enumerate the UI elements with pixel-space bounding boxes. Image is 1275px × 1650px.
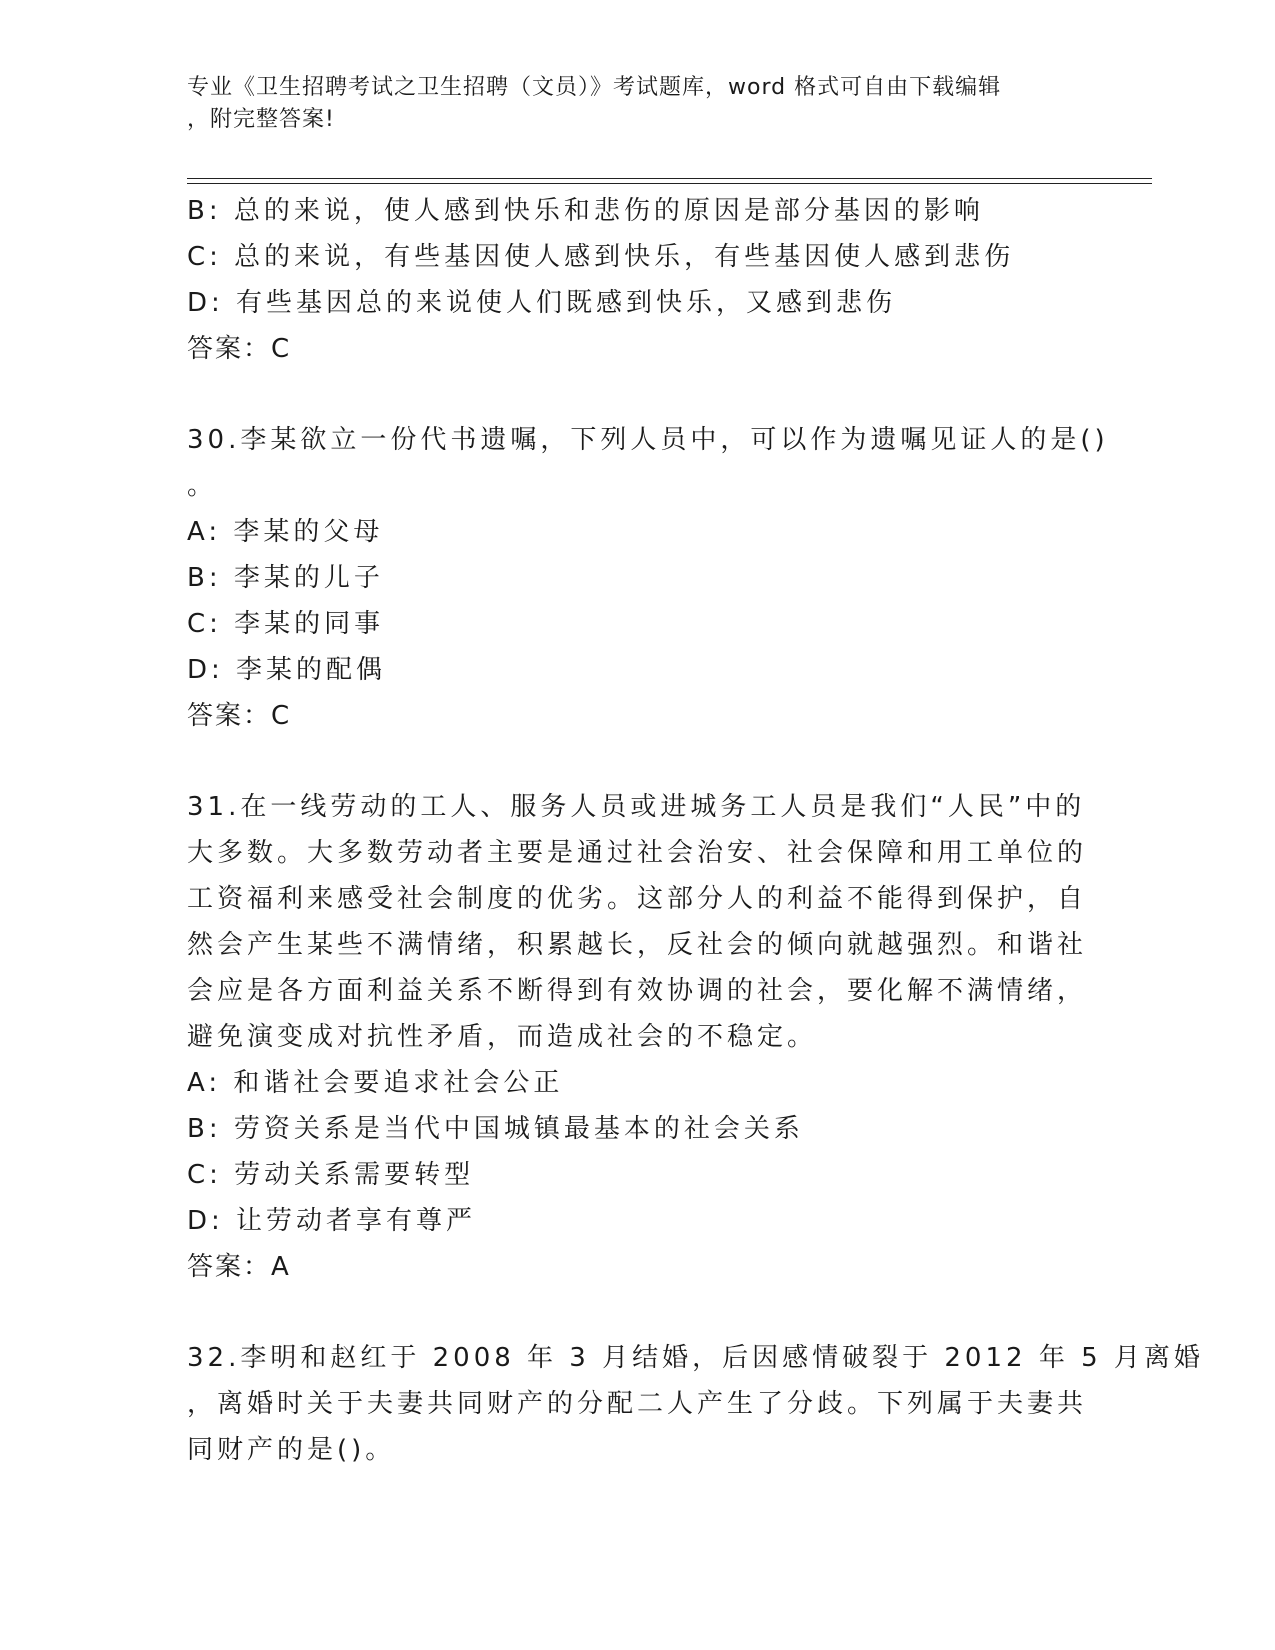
- option-c: C: 劳动关系需要转型: [187, 1160, 475, 1190]
- header-line-1: 专业《卫生招聘考试之卫生招聘（文员）》考试题库，word 格式可自由下载编辑: [187, 75, 1002, 100]
- option-a: A: 和谐社会要追求社会公正: [187, 1068, 564, 1098]
- question-stem-line: 大多数。大多数劳动者主要是通过社会治安、社会保障和用工单位的: [187, 838, 1088, 868]
- answer-line: 答案：A: [187, 1252, 291, 1282]
- header-divider-top: [187, 178, 1152, 179]
- option-d: D: 让劳动者享有尊严: [187, 1206, 477, 1236]
- question-stem: 30.李某欲立一份代书遗嘱，下列人员中，可以作为遗嘱见证人的是(): [187, 425, 1109, 455]
- question-stem-line: 31.在一线劳动的工人、服务人员或进城务工人员是我们“人民”中的: [187, 792, 1086, 822]
- question-30: [187, 417, 1109, 739]
- spacer: [187, 1290, 1077, 1335]
- question-stem-line: 同财产的是()。: [187, 1435, 396, 1465]
- question-31: [187, 784, 1088, 1290]
- spacer: [187, 739, 1077, 784]
- question-stem-line: 然会产生某些不满情绪，积累越长，反社会的倾向就越强烈。和谐社: [187, 930, 1088, 960]
- document-header: [187, 72, 1087, 136]
- question-stem-continued: 。: [187, 471, 218, 501]
- header-line-2: ，附完整答案!: [187, 107, 335, 132]
- question-stem-line: 避免演变成对抗性矛盾，而造成社会的不稳定。: [187, 1022, 818, 1052]
- question-32: [187, 1335, 1204, 1473]
- question-stem-line: 工资福利来感受社会制度的优劣。这部分人的利益不能得到保护，自: [187, 884, 1088, 914]
- option-b: B: 李某的儿子: [187, 563, 384, 593]
- option-d: D: 李某的配偶: [187, 655, 387, 685]
- document-body: [187, 188, 1204, 1473]
- option-c: C: 李某的同事: [187, 609, 385, 639]
- header-divider-bottom: [187, 183, 1152, 184]
- question-29-tail: [187, 188, 1077, 372]
- spacer: [187, 372, 1077, 417]
- option-a: A: 李某的父母: [187, 517, 384, 547]
- option-b: B: 劳资关系是当代中国城镇最基本的社会关系: [187, 1114, 804, 1144]
- question-stem-line: 会应是各方面利益关系不断得到有效协调的社会，要化解不满情绪，: [187, 976, 1088, 1006]
- option-d: D: 有些基因总的来说使人们既感到快乐，又感到悲伤: [187, 288, 897, 318]
- question-stem-line: 32.李明和赵红于 2008 年 3 月结婚，后因感情破裂于 2012 年 5 月离婚: [187, 1343, 1204, 1373]
- question-stem-line: ，离婚时关于夫妻共同财产的分配二人产生了分歧。下列属于夫妻共: [187, 1389, 1088, 1419]
- answer-line: 答案：C: [187, 334, 292, 364]
- option-b: B: 总的来说，使人感到快乐和悲伤的原因是部分基因的影响: [187, 196, 984, 226]
- option-c: C: 总的来说，有些基因使人感到快乐，有些基因使人感到悲伤: [187, 242, 1015, 272]
- answer-line: 答案：C: [187, 701, 292, 731]
